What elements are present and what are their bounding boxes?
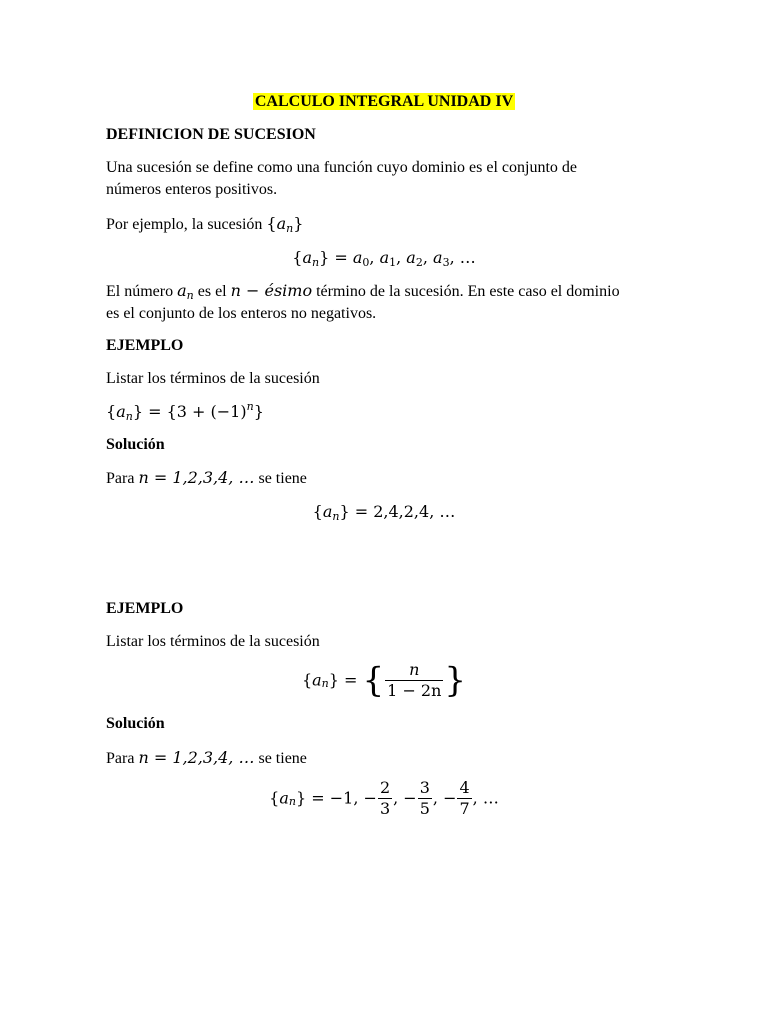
definition-line-1: Una sucesión se define como una función cuyo dominio es el conjunto de xyxy=(106,159,577,176)
nth-term-line-2: es el conjunto de los enteros no negativos. xyxy=(106,305,377,322)
example1-solution-heading: Solución xyxy=(106,436,165,453)
document-title: CALCULO INTEGRAL UNIDAD IV xyxy=(254,93,514,110)
example2-formula: $\{a_n\}$ = { $\frac{n}{1 - 2n}$ } xyxy=(301,659,467,701)
example2-result: $\{a_n\} = -1$, − $\frac{2}{3}$ , − $\frac{3}{5}$ , − $\frac{4}{7}$ , … xyxy=(269,777,499,818)
example-intro: Por ejemplo, la sucesión $\{a_n\}$ xyxy=(106,214,304,235)
example2-heading: EJEMPLO xyxy=(106,600,184,617)
example-intro-text: Por ejemplo, la sucesión xyxy=(106,216,263,233)
result-fraction-2: $\frac{3}{5}$ xyxy=(419,777,430,818)
example2-solution-heading: Solución xyxy=(106,715,165,732)
result-fraction-1: $\frac{2}{3}$ xyxy=(379,777,391,818)
definition-line-2: números enteros positivos. xyxy=(106,181,278,198)
sequence-formula: $\{a_n\} = a_0$, $a_1$, $a_2$, $a_3$, … xyxy=(292,248,476,269)
example1-text: Listar los términos de la sucesión xyxy=(106,370,320,387)
example1-formula: $\{a_n\} = \{3 + (-1)^n\}$ xyxy=(106,400,264,423)
example1-heading: EJEMPLO xyxy=(106,337,184,354)
example1-para: Para n = 1,2,3,4, … se tiene xyxy=(106,468,307,487)
example2-para: Para n = 1,2,3,4, … se tiene xyxy=(106,748,307,767)
nth-term-line-1: El número $a_n$ es el n − ésimo término de la sucesión. En este caso el dominio xyxy=(106,281,620,302)
example2-fraction: $\frac{n}{1 - 2n}$ xyxy=(387,659,442,700)
result-fraction-3: $\frac{4}{7}$ xyxy=(459,777,470,818)
example2-text: Listar los términos de la sucesión xyxy=(106,633,320,650)
example1-result: $\{a_n\} = 2,4,2,4$, … xyxy=(312,502,456,523)
document-title-row xyxy=(0,92,768,112)
heading-definition: DEFINICION DE SUCESION xyxy=(106,126,316,143)
